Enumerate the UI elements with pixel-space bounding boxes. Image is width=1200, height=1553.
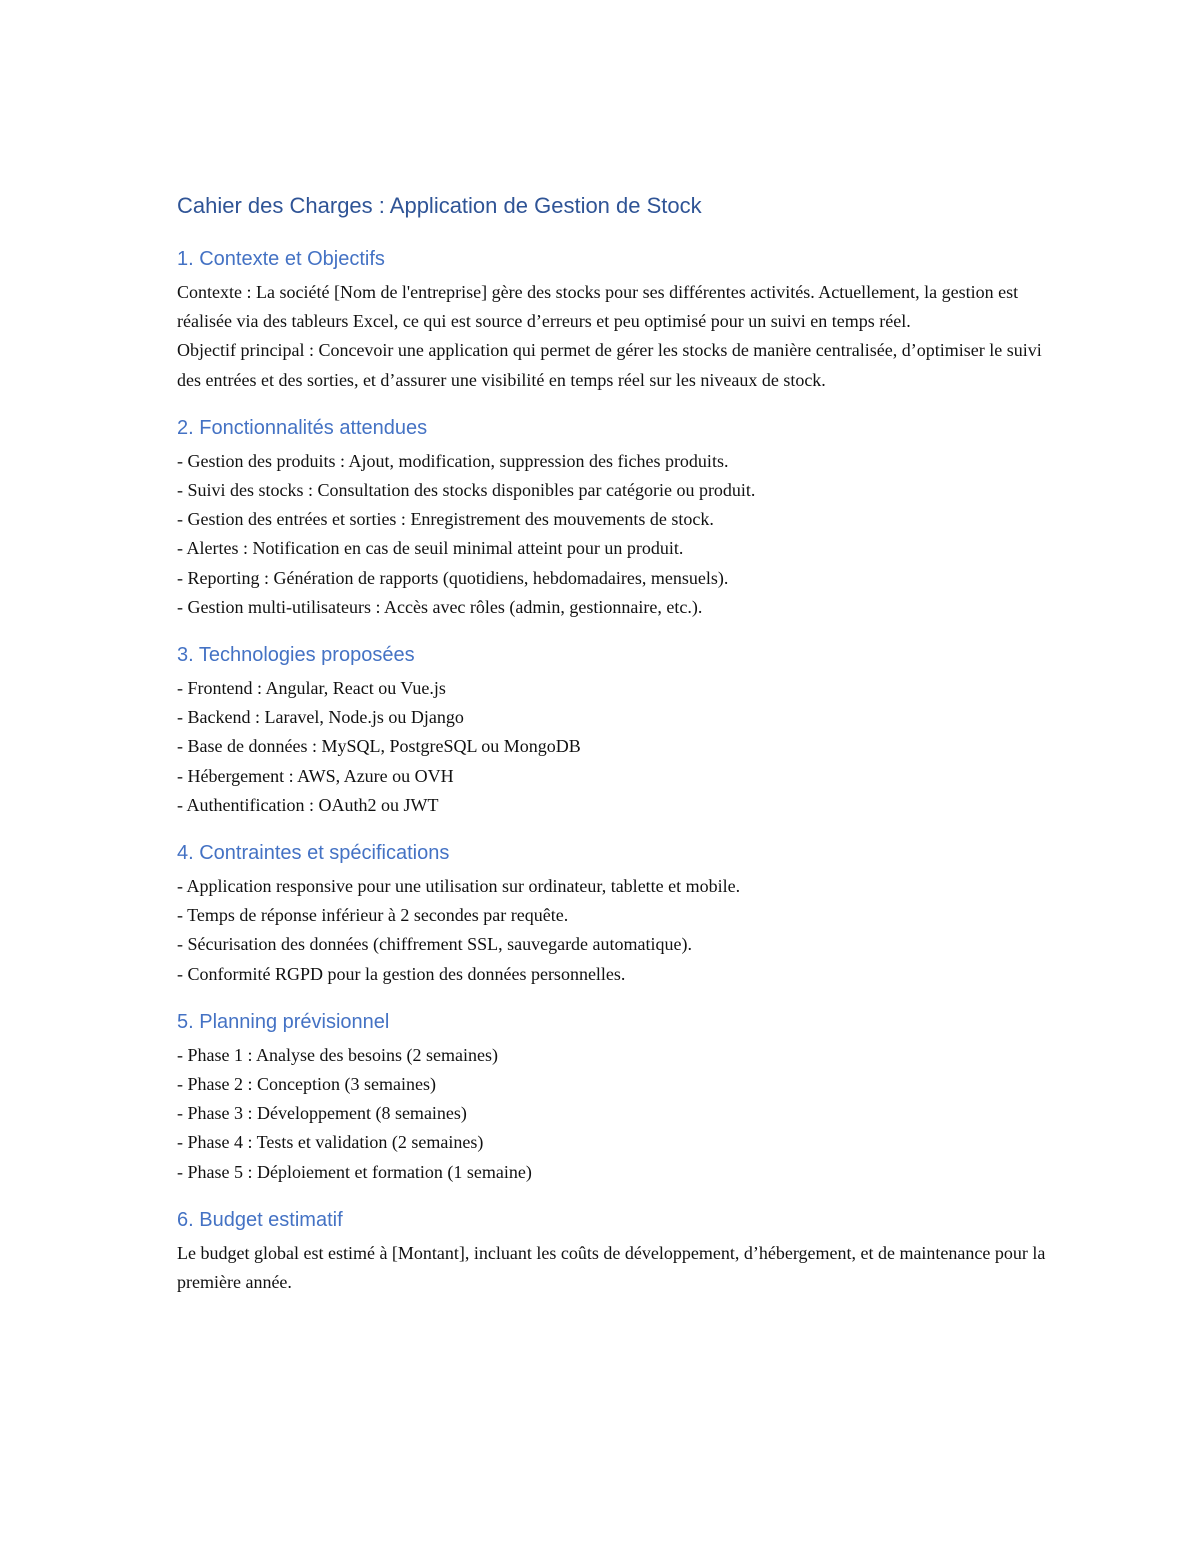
list-item: - Hébergement : AWS, Azure ou OVH	[177, 765, 454, 786]
list-item: - Phase 5 : Déploiement et formation (1 semaine)	[177, 1161, 532, 1182]
section-planning	[177, 1007, 1057, 1187]
section-heading: 6. Budget estimatif	[177, 1208, 343, 1231]
paragraph: Contexte : La société [Nom de l'entreprise] gère des stocks pour ses différentes activités. Actuellement, la gestion est réalisée via des tableurs Excel, ce qui est source d’erreurs et peu optimisé pour un suivi en temps réel.	[177, 282, 1019, 332]
list-item: - Conformité RGPD pour la gestion des données personnelles.	[177, 963, 626, 984]
list-item: - Reporting : Génération de rapports (quotidiens, hebdomadaires, mensuels).	[177, 567, 729, 588]
list-item: - Base de données : MySQL, PostgreSQL ou MongoDB	[177, 736, 581, 757]
section-heading: 4. Contraintes et spécifications	[177, 842, 450, 865]
list-item: - Suivi des stocks : Consultation des stocks disponibles par catégorie ou produit.	[177, 480, 756, 501]
paragraph: Le budget global est estimé à [Montant], incluant les coûts de développement, d’hébergement, et de maintenance pour la première année.	[177, 1242, 1046, 1293]
list-item: - Gestion des entrées et sorties : Enregistrement des mouvements de stock.	[177, 509, 714, 530]
document-page	[177, 190, 1057, 1315]
section-heading: 5. Planning prévisionnel	[177, 1010, 390, 1033]
section-technologies	[177, 640, 1057, 820]
paragraph: Objectif principal : Concevoir une application qui permet de gérer les stocks de manière centralisée, d’optimiser le suivi des entrées et des sorties, et d’assurer une visibilité en temps réel sur les niveaux de stock.	[177, 340, 1042, 390]
list-item: - Sécurisation des données (chiffrement SSL, sauvegarde automatique).	[177, 934, 693, 955]
list-item: - Temps de réponse inférieur à 2 secondes par requête.	[177, 905, 569, 926]
list-item: - Authentification : OAuth2 ou JWT	[177, 794, 439, 815]
section-heading: 1. Contexte et Objectifs	[177, 248, 385, 270]
constraints-list	[177, 872, 1057, 989]
section-context	[177, 244, 1057, 395]
list-item: - Backend : Laravel, Node.js ou Django	[177, 707, 464, 728]
planning-list	[177, 1041, 1057, 1187]
list-item: - Phase 4 : Tests et validation (2 semaines)	[177, 1132, 484, 1153]
list-item: - Phase 2 : Conception (3 semaines)	[177, 1074, 436, 1095]
section-budget	[177, 1205, 1057, 1297]
list-item: - Gestion multi-utilisateurs : Accès avec rôles (admin, gestionnaire, etc.).	[177, 596, 703, 617]
technologies-list	[177, 674, 1057, 820]
list-item: - Alertes : Notification en cas de seuil minimal atteint pour un produit.	[177, 538, 684, 559]
list-item: - Frontend : Angular, React ou Vue.js	[177, 678, 446, 699]
section-features	[177, 413, 1057, 622]
list-item: - Phase 1 : Analyse des besoins (2 semaines)	[177, 1044, 498, 1065]
list-item: - Gestion des produits : Ajout, modification, suppression des fiches produits.	[177, 450, 729, 471]
list-item: - Phase 3 : Développement (8 semaines)	[177, 1103, 467, 1124]
features-list	[177, 447, 1057, 622]
section-heading: 3. Technologies proposées	[177, 644, 415, 667]
list-item: - Application responsive pour une utilisation sur ordinateur, tablette et mobile.	[177, 876, 741, 897]
document-title: Cahier des Charges : Application de Gestion de Stock	[177, 193, 702, 218]
section-constraints	[177, 838, 1057, 989]
section-heading: 2. Fonctionnalités attendues	[177, 416, 428, 439]
